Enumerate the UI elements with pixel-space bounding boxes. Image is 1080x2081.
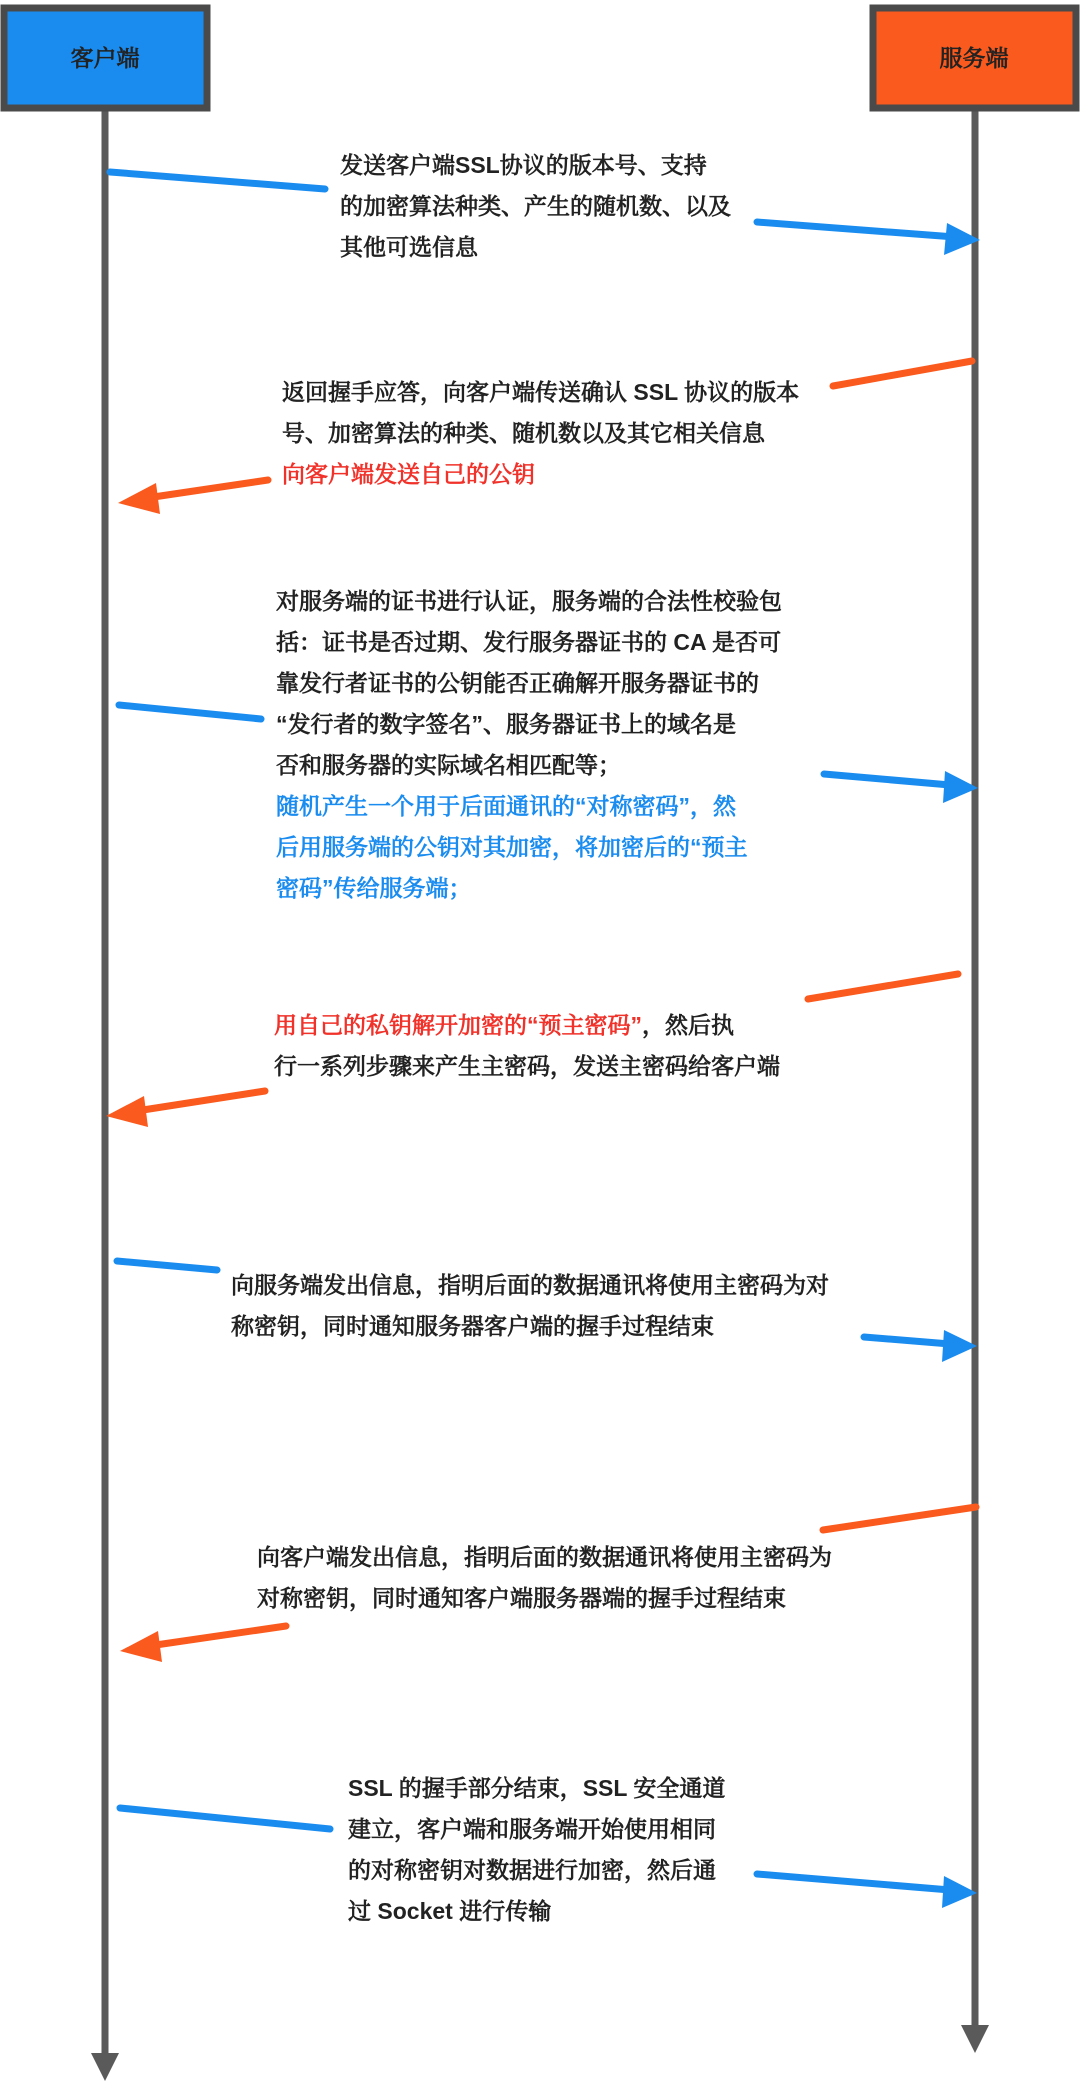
step-2-line: 返回握手应答，向客户端传送确认 SSL 协议的版本: [282, 379, 800, 405]
step-2-line: 向客户端发送自己的公钥: [282, 461, 535, 487]
step-7-text: [348, 1768, 725, 1932]
step-7-line: 的对称密钥对数据进行加密，然后通: [348, 1857, 716, 1883]
step-1-line: 的加密算法种类、产生的随机数、以及: [340, 193, 731, 219]
step-1-line: 其他可选信息: [340, 234, 478, 260]
step-3-line: 否和服务器的实际域名相匹配等；: [276, 752, 621, 778]
step-3-line: 对服务端的证书进行认证，服务端的合法性校验包: [276, 588, 782, 614]
step-3-line: “发行者的数字签名”、服务器证书上的域名是: [276, 711, 736, 737]
step-2-line: 号、加密算法的种类、随机数以及其它相关信息: [282, 420, 765, 446]
step-3-line: 括：证书是否过期、发行服务器证书的 CA 是否可: [276, 629, 782, 655]
client-box: [4, 8, 207, 108]
step-2-text: [282, 372, 799, 495]
step-3-text: [276, 581, 782, 909]
server-lifeline-arrowhead: [961, 2025, 989, 2053]
step-3-line: 后用服务端的公钥对其加密，将加密后的“预主: [276, 834, 748, 860]
step-4-line-part: 用自己的私钥解开加密的“预主密码”: [274, 1012, 642, 1038]
step-4-line: [274, 1005, 780, 1046]
client-label: 客户端: [70, 45, 140, 71]
step-1-text: [340, 145, 731, 268]
step-4-line: 行一系列步骤来产生主密码，发送主密码给客户端: [274, 1053, 780, 1079]
step-3-line: 随机产生一个用于后面通讯的“对称密码”，然: [276, 793, 736, 819]
step-7-line: SSL 的握手部分结束，SSL 安全通道: [348, 1775, 726, 1801]
step-4-line-part: ，然后执: [642, 1012, 734, 1038]
step-6-line: 向客户端发出信息，指明后面的数据通讯将使用主密码为: [257, 1544, 832, 1570]
step-3-line: 靠发行者证书的公钥能否正确解开服务器证书的: [276, 670, 759, 696]
step-1-line: 发送客户端SSL协议的版本号、支持: [340, 152, 707, 178]
step-6-line: 对称密钥，同时通知客户端服务器端的握手过程结束: [257, 1585, 786, 1611]
step-3-line: 密码”传给服务端；: [276, 875, 472, 901]
step-6-text: [257, 1537, 832, 1619]
step-4-text: [274, 1005, 780, 1087]
step-7-line: 建立，客户端和服务端开始使用相同: [348, 1816, 716, 1842]
step-7-line: 过 Socket 进行传输: [348, 1898, 552, 1924]
step-5-line: 向服务端发出信息，指明后面的数据通讯将使用主密码为对: [231, 1272, 829, 1298]
step-5-text: [231, 1265, 829, 1347]
step-5-line: 称密钥，同时通知服务器客户端的握手过程结束: [231, 1313, 714, 1339]
server-box: [873, 8, 1076, 108]
server-label: 服务端: [939, 45, 1009, 71]
client-lifeline-arrowhead: [91, 2053, 119, 2081]
